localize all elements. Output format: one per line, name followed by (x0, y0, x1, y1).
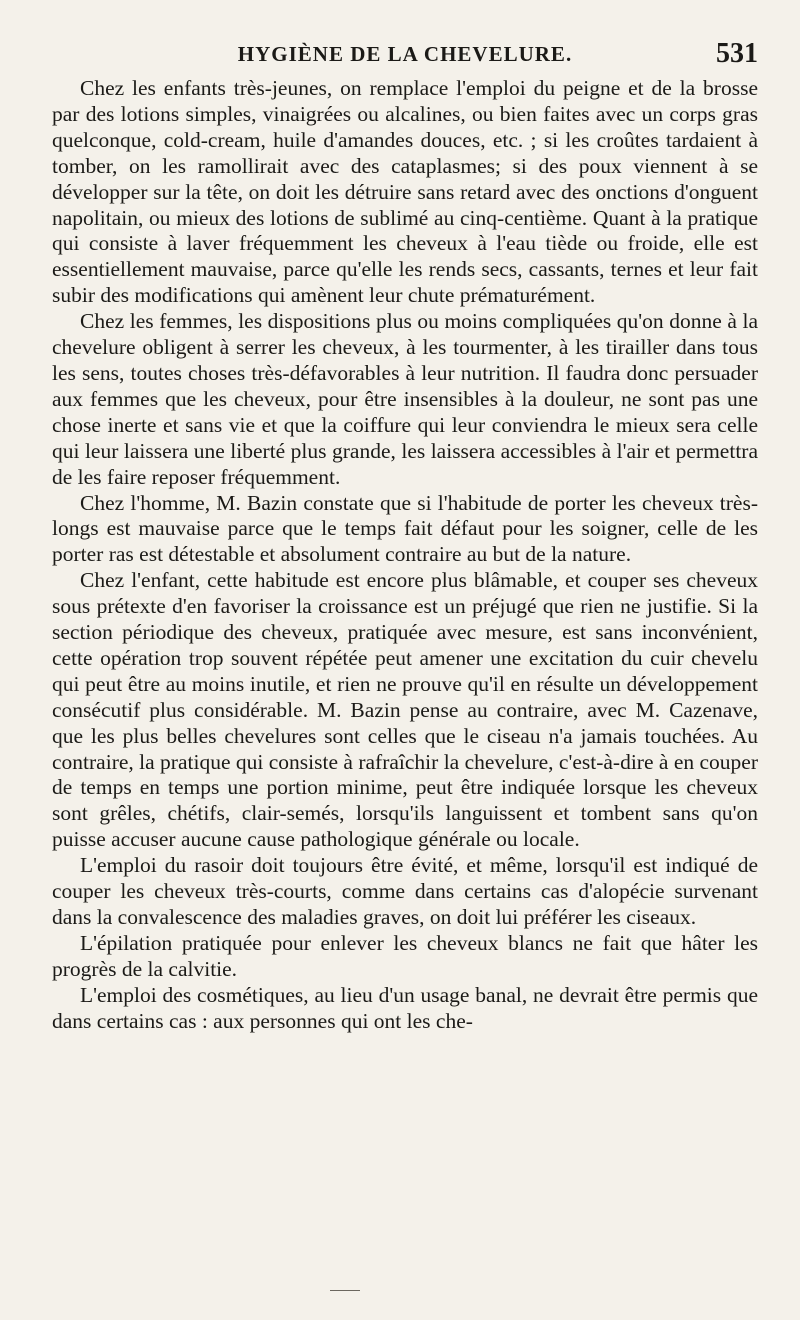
paragraph-epilation: L'épilation pratiquée pour enlever les cheveux blancs ne fait que hâter les progrès de la calvitie. (52, 930, 758, 981)
page-number: 531 (716, 38, 758, 69)
bottom-rule (330, 1290, 360, 1291)
paragraph-child-haircut: Chez l'enfant, cette habitude est encore plus blâmable, et couper ses cheveux sous prétexte d'en favoriser la croissance est un préjugé que rien ne justifie. Si la section périodique des cheveux, pratiquée avec mesure, est sans inconvénient, cette opération trop souvent répétée peut amener une excitation du cuir chevelu qui peut être au moins inutile, et rien ne prouve qu'il en résulte un développement consécutif plus considérable. M. Bazin pense au contraire, avec M. Cazenave, que les plus belles chevelures sont celles que le ciseau n'a jamais touchées. Au contraire, la pratique qui consiste à rafraîchir la chevelure, c'est-à-dire à en couper de temps en temps une portion minime, peut être indiquée lorsque les cheveux sont grêles, chétifs, clair-semés, lorsqu'ils languissent et tombent sans qu'on puisse accuser aucune cause pathologique générale ou locale. (52, 568, 758, 852)
paragraph-men-hair-length: Chez l'homme, M. Bazin constate que si l'habitude de porter les cheveux très-longs est mauvaise parce que le temps fait défaut pour les soigner, celle de les porter ras est détestable et absolument contraire au but de la nature. (52, 490, 758, 567)
page-header (52, 28, 758, 76)
paragraph-women-hairstyles: Chez les femmes, les dispositions plus ou moins compliquées qu'on donne à la chevelure obligent à serrer les cheveux, à les tourmenter, à les tirailler dans tous les sens, toutes choses très-défavorables à leur nutrition. Il faudra donc persuader aux femmes que les cheveux, pour être insensibles à la douleur, ne sont pas une chose inerte et sans vie et que la coiffure qui leur conviendra le mieux sera celle qui leur laissera une liberté plus grande, les laissera accessibles à l'air et permettra de les faire reposer fréquemment. (52, 309, 758, 489)
paragraph-razor: L'emploi du rasoir doit toujours être évité, et même, lorsqu'il est indiqué de couper les cheveux très-courts, comme dans certains cas d'alopécie survenant dans la convalescence des maladies graves, on doit lui préférer les ciseaux. (52, 853, 758, 929)
body-text (52, 76, 758, 1035)
running-title: HYGIÈNE DE LA CHEVELURE. (237, 42, 573, 66)
paragraph-cosmetics: L'emploi des cosmétiques, au lieu d'un usage banal, ne devrait être permis que dans certains cas : aux personnes qui ont les che- (52, 982, 758, 1033)
paragraph-children-care: Chez les enfants très-jeunes, on remplace l'emploi du peigne et de la brosse par des lotions simples, vinaigrées ou alcalines, ou bien faites avec un corps gras quelconque, cold-cream, huile d'amandes douces, etc. ; si les croûtes tardaient à tomber, on les ramollirait avec des cataplasmes; si des poux viennent à se développer sur la tête, on doit les détruire sans retard avec des onctions d'onguent napolitain, ou mieux des lotions de sublimé au cinq-centième. Quant à la pratique qui consiste à laver fréquemment les cheveux à l'eau tiède ou froide, elle est essentiellement mauvaise, parce qu'elle les rends secs, cassants, ternes et leur fait subir des modifications qui amènent leur chute prématurément. (52, 76, 758, 308)
